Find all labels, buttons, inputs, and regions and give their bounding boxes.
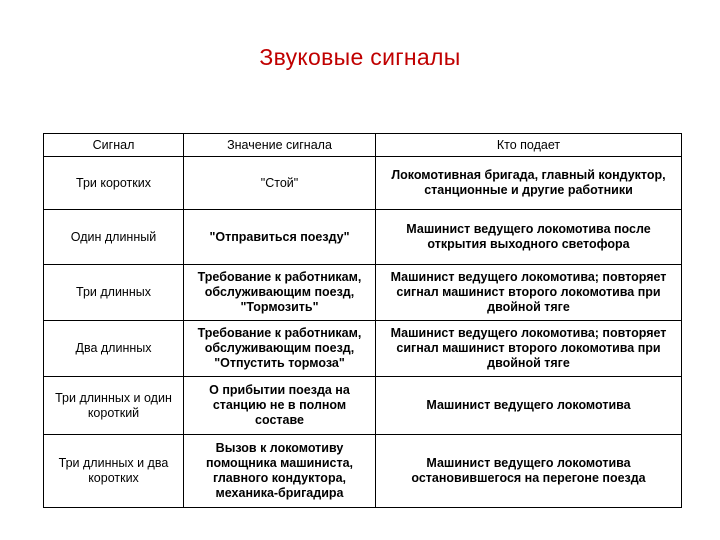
signal-cell: Три коротких [44, 157, 184, 210]
who-cell: Машинист ведущего локомотива [376, 377, 682, 435]
signal-cell: Три длинных и один короткий [44, 377, 184, 435]
signals-table [43, 133, 682, 508]
meaning-cell: "Отправиться поезду" [184, 210, 376, 265]
table-row [44, 321, 682, 377]
header-who: Кто подает [376, 134, 682, 157]
header-signal: Сигнал [44, 134, 184, 157]
header-meaning: Значение сигнала [184, 134, 376, 157]
who-cell: Машинист ведущего локомотива остановившегося на перегоне поезда [376, 435, 682, 508]
table-row [44, 265, 682, 321]
meaning-cell: "Стой" [184, 157, 376, 210]
table-header-row [44, 134, 682, 157]
signal-cell: Один длинный [44, 210, 184, 265]
who-cell: Локомотивная бригада, главный кондуктор, станционные и другие работники [376, 157, 682, 210]
meaning-cell: Требование к работникам, обслуживающим поезд, "Тормозить" [184, 265, 376, 321]
who-cell: Машинист ведущего локомотива после открытия выходного светофора [376, 210, 682, 265]
meaning-cell: Вызов к локомотиву помощника машиниста, главного кондуктора, механика-бригадира [184, 435, 376, 508]
signal-cell: Два длинных [44, 321, 184, 377]
who-cell: Машинист ведущего локомотива; повторяет сигнал машинист второго локомотива при двойной тяге [376, 321, 682, 377]
meaning-cell: О прибытии поезда на станцию не в полном составе [184, 377, 376, 435]
table-row [44, 210, 682, 265]
meaning-cell: Требование к работникам, обслуживающим поезд, "Отпустить тормоза" [184, 321, 376, 377]
table-row [44, 377, 682, 435]
page-title: Звуковые сигналы [259, 44, 461, 70]
signal-cell: Три длинных [44, 265, 184, 321]
who-cell: Машинист ведущего локомотива; повторяет сигнал машинист второго локомотива при двойной тяге [376, 265, 682, 321]
table-row [44, 435, 682, 508]
signal-cell: Три длинных и два коротких [44, 435, 184, 508]
table-row [44, 157, 682, 210]
